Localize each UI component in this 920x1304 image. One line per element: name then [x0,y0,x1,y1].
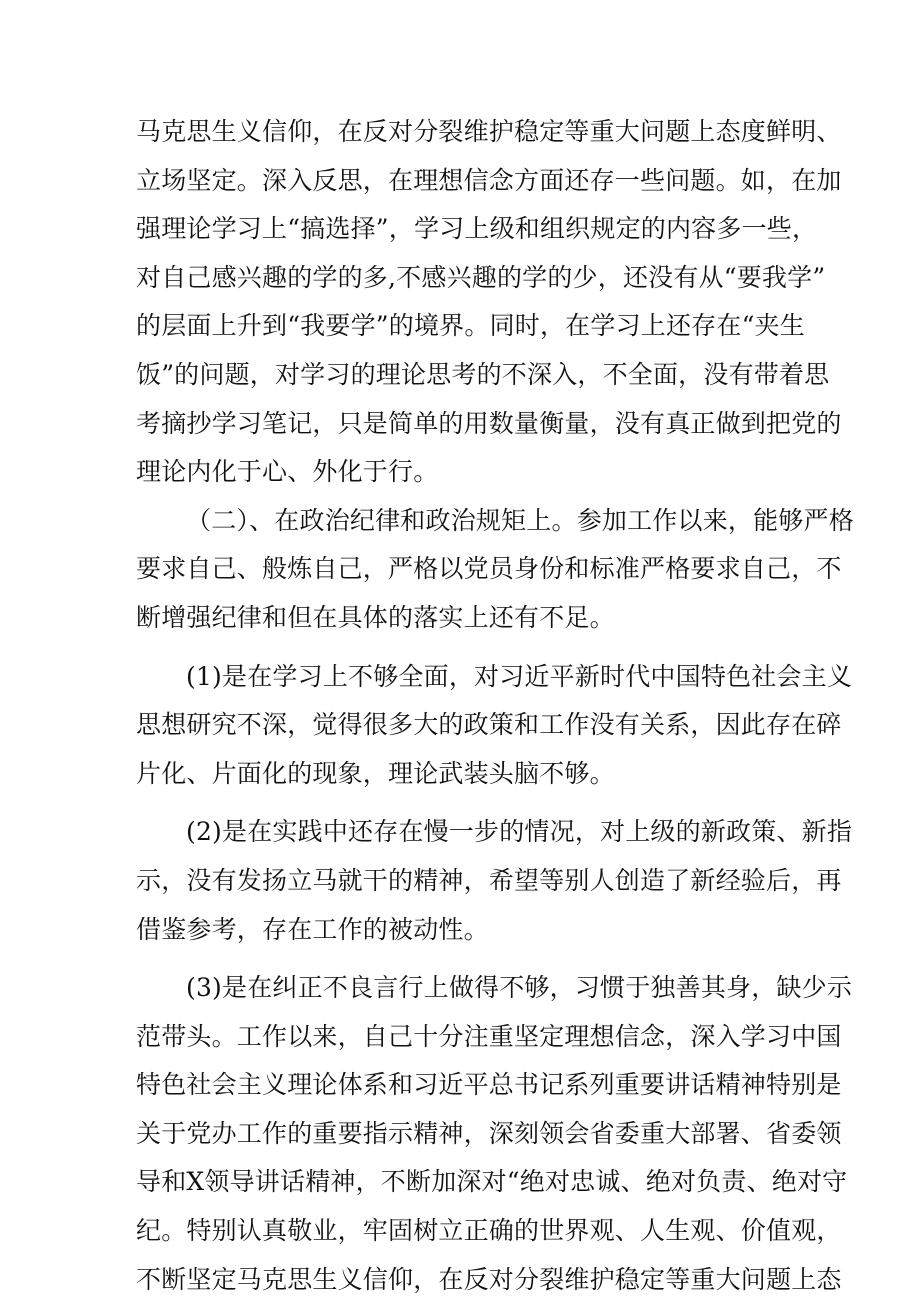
paragraph-1-line-1: 马克思生义信仰，在反对分裂维护稳定等重大问题上态度鲜明、 [136,117,842,146]
document-body [136,108,854,1304]
paragraph-5-line-1: (3)是在纠正不良言行上做得不够，习惯于独善其身，缺少示 [186,973,853,1003]
paragraph-2-line-3: 断增强纪律和但在具体的落实上还有不足。 [136,602,615,632]
paragraph-1-line-8: 理论内化于心、外化于行。 [136,457,439,487]
paragraph-gap [136,954,786,964]
paragraph-5-line-5: 导和X领导讲话精神，不断加深对“绝对忠诚、绝对负责、绝对守 [136,1167,848,1197]
paragraph-1-line-7: 考摘抄学习笔记，只是简单的用数量衡量，没有真正做到把党的 [136,408,842,438]
paragraph-5-line-3: 特色社会主义理论体系和习近平总书记系列重要讲话精神特别是 [136,1070,842,1100]
paragraph-gap [136,643,786,653]
paragraph-2-line-1: （二）、在政治纪律和政治规矩上。参加工作以来，能够严格 [186,505,854,535]
paragraph-1-line-4: 对自己感兴趣的学的多,不感兴趣的学的少，还没有从“要我学” [136,262,826,292]
paragraph-gap [136,798,786,808]
paragraph-5-line-6: 纪。特别认真敬业，牢固树立正确的世界观、人生观、价值观， [136,1216,842,1246]
paragraph-5-line-2: 范带头。工作以来，自己十分注重坚定理想信念，深入学习中国 [136,1021,842,1051]
paragraph-5-line-7: 不断坚定马克思生义信仰，在反对分裂维护稳定等重大问题上态 [136,1264,842,1294]
paragraph-1-line-5: 的层面上升到“我要学”的境界。同时，在学习上还存在“夹生 [136,311,805,341]
paragraph-1-line-6: 饭”的问题，对学习的理论思考的不深入，不全面，没有带着思 [136,359,830,389]
paragraph-4-line-2: 示，没有发扬立马就干的精神，希望等别人创造了新经验后，再 [136,865,842,895]
paragraph-3-line-1: (1)是在学习上不够全面，对习近平新时代中国特色社会主义 [186,661,853,691]
paragraph-3-line-2: 思想研究不深，觉得很多大的政策和工作没有关系，因此存在碎 [136,710,842,740]
paragraph-3-line-3: 片化、片面化的现象，理论武装头脑不够。 [136,758,615,788]
paragraph-1-line-3: 强理论学习上“搞选择”，学习上级和组织规定的内容多一些， [136,214,818,244]
paragraph-4-line-1: (2)是在实践中还存在慢一步的情况，对上级的新政策、新指 [186,817,853,847]
paragraph-2-line-2: 要求自己、般炼自己，严格以党员身份和标准严格要求自己，不 [136,554,842,584]
paragraph-5-line-4: 关于党办工作的重要指示精神，深刻领会省委重大部署、省委领 [136,1118,842,1148]
paragraph-1-line-2: 立场坚定。深入反思，在理想信念方面还存一些问题。如，在加 [136,165,842,195]
paragraph-4-line-3: 借鉴参考，存在工作的被动性。 [136,914,489,944]
